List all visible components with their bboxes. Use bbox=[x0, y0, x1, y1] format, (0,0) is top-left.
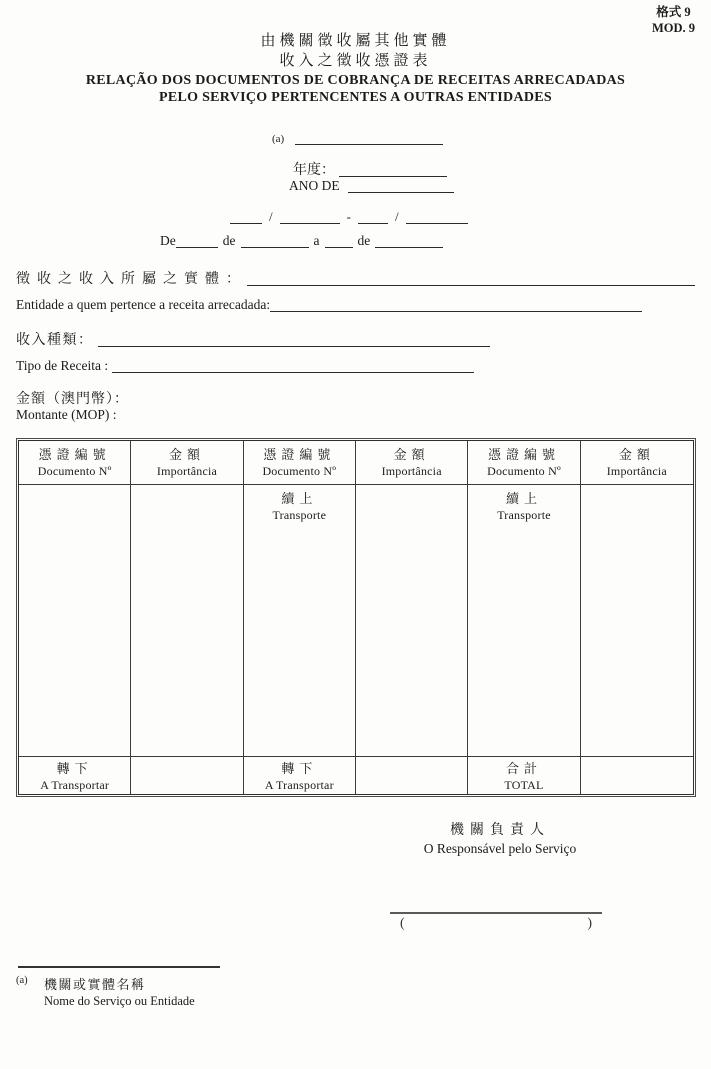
range-blank-4 bbox=[375, 233, 443, 248]
year-field-pt bbox=[289, 178, 454, 194]
entity-label-zh: 徵收之收入所屬之實體： bbox=[16, 272, 247, 287]
range-blank-3 bbox=[325, 233, 353, 248]
period-line bbox=[230, 208, 468, 226]
receipt-type-line-pt bbox=[112, 358, 474, 373]
footer-transport-cell-1: 轉下 A Transportar bbox=[19, 756, 131, 794]
table-body-col-2 bbox=[131, 485, 243, 756]
signature-paren-open: ( bbox=[400, 916, 405, 931]
year-field-zh bbox=[293, 159, 447, 179]
footer-empty-cell-1 bbox=[131, 756, 243, 794]
signature-title-pt: O Responsável pelo Serviço bbox=[423, 841, 577, 856]
range-a: a bbox=[313, 233, 320, 248]
range-de1: De bbox=[160, 233, 176, 248]
entity-field-zh bbox=[16, 268, 695, 288]
entity-line-pt bbox=[270, 297, 642, 312]
period-blank-3 bbox=[358, 209, 388, 224]
table-body-col-6 bbox=[581, 485, 693, 756]
signature-parens bbox=[390, 914, 602, 932]
footnote-divider bbox=[18, 966, 220, 968]
receipt-type-line-zh bbox=[98, 332, 490, 347]
year-label-zh: 年度： bbox=[293, 163, 335, 178]
title-zh-line2: 收入之徵收憑證表 bbox=[279, 53, 432, 69]
signature-area bbox=[390, 880, 602, 932]
signature-paren-close: ) bbox=[587, 916, 592, 931]
table-body-col-1 bbox=[19, 485, 131, 756]
year-label-pt: ANO DE bbox=[289, 178, 340, 193]
table-header-doc-no-2: 憑證編號 Documento Nº bbox=[244, 441, 356, 485]
signature-block bbox=[330, 822, 670, 858]
note-a-ref: (a) bbox=[272, 133, 285, 145]
amount-label-pt: Montante (MOP) : bbox=[16, 407, 117, 422]
carry-forward-cell-1: 續上 Transporte bbox=[244, 485, 356, 756]
year-line-zh bbox=[339, 162, 447, 177]
note-a-line bbox=[295, 130, 443, 145]
form-code-mod: MOD. 9 bbox=[651, 21, 695, 35]
range-blank-1 bbox=[176, 233, 218, 248]
title-pt-line2: PELO SERVIÇO PERTENCENTES A OUTRAS ENTIDADES bbox=[158, 90, 553, 105]
title-zh-line1: 由機關徵收屬其他實體 bbox=[260, 33, 451, 49]
note-a-field bbox=[272, 130, 443, 145]
footer-total-cell: 合計 TOTAL bbox=[468, 756, 580, 794]
amount-label-zh: 金額（澳門幣）： bbox=[16, 392, 129, 407]
documents-table bbox=[18, 440, 694, 795]
receipt-type-label-pt: Tipo de Receita : bbox=[16, 358, 109, 373]
entity-label-pt: Entidade a quem pertence a receita arrecadada: bbox=[16, 297, 271, 312]
footer-empty-cell-2 bbox=[356, 756, 468, 794]
period-blank-4 bbox=[406, 209, 468, 224]
table-body-col-4 bbox=[356, 485, 468, 756]
receipt-type-field-zh bbox=[16, 329, 490, 349]
receipt-type-label-zh: 收入種類： bbox=[16, 333, 94, 348]
range-de2: de bbox=[222, 233, 236, 248]
period-slash-1: / bbox=[269, 209, 273, 224]
entity-field-pt bbox=[16, 297, 642, 313]
footnote-ref: (a) bbox=[16, 975, 28, 986]
receipt-type-field-pt bbox=[16, 358, 474, 374]
date-range-line bbox=[160, 233, 443, 249]
footnote-pt: Nome do Serviço ou Entidade bbox=[44, 994, 195, 1008]
form-code-zh: 格式 9 bbox=[656, 5, 691, 19]
carry-forward-cell-2: 續上 Transporte bbox=[468, 485, 580, 756]
entity-line-zh bbox=[247, 271, 695, 286]
range-de3: de bbox=[357, 233, 371, 248]
period-blank-1 bbox=[230, 209, 262, 224]
footnote-zh: 機關或實體名稱 bbox=[44, 977, 146, 992]
title-pt-line1: RELAÇÃO DOS DOCUMENTOS DE COBRANÇA DE RECEITAS ARRECADADAS bbox=[85, 73, 626, 88]
footer-transport-cell-2: 轉下 A Transportar bbox=[244, 756, 356, 794]
table-header-doc-no-1: 憑證編號 Documento Nº bbox=[19, 441, 131, 485]
signature-title-zh: 機關負責人 bbox=[450, 823, 550, 838]
table-header-doc-no-3: 憑證編號 Documento Nº bbox=[468, 441, 580, 485]
year-line-pt bbox=[348, 178, 454, 193]
period-slash-2: / bbox=[394, 209, 399, 224]
table-header-amount-3: 金額 Importância bbox=[581, 441, 693, 485]
period-blank-2 bbox=[280, 209, 340, 224]
range-blank-2 bbox=[241, 233, 309, 248]
period-dash: - bbox=[346, 209, 351, 224]
footer-empty-cell-3 bbox=[581, 756, 693, 794]
table-header-amount-2: 金額 Importância bbox=[356, 441, 468, 485]
table-header-amount-1: 金額 Importância bbox=[131, 441, 243, 485]
signature-line bbox=[390, 880, 602, 914]
